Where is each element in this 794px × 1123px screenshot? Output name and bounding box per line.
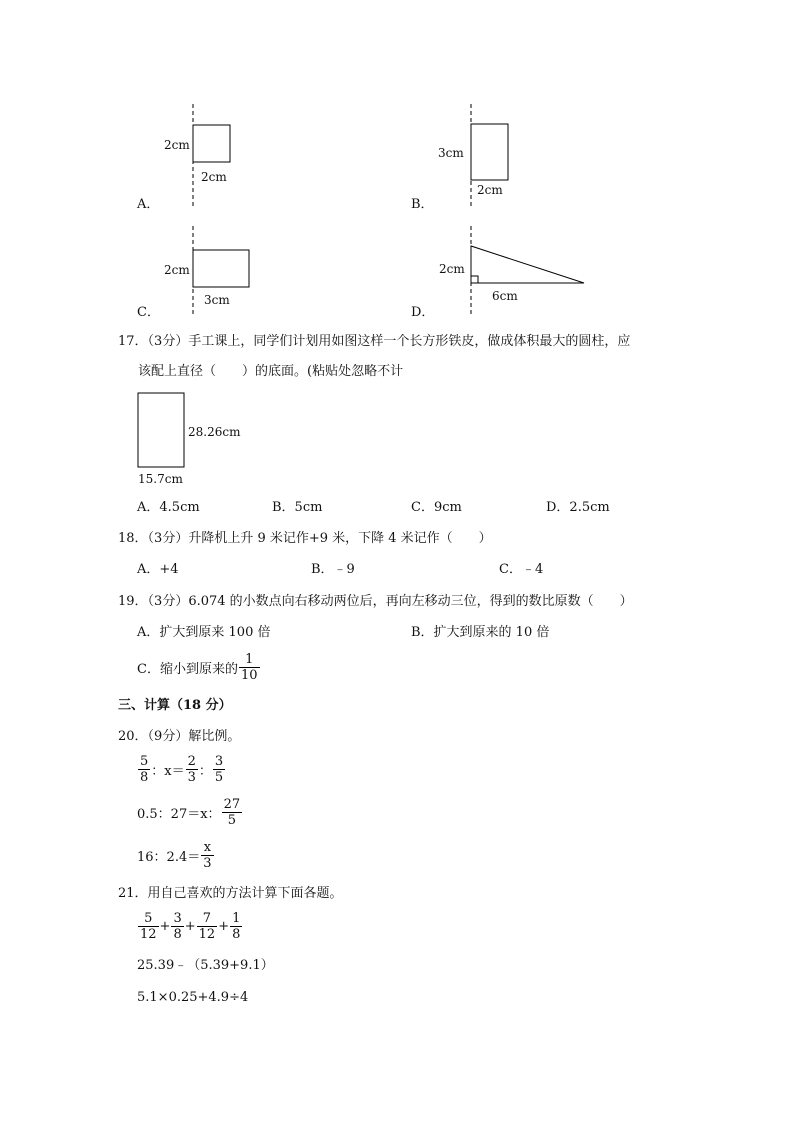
q19-option-c-label: C．缩小到原来的: [137, 662, 238, 677]
q17-figure-rectangle: [130, 388, 270, 488]
q18-stem: 18．（3分）升降机上升 9 米记作+9 米，下降 4 米记作（ ）: [118, 531, 492, 546]
figure-a-side-label: 2cm: [164, 138, 190, 152]
figure-a-base-label: 2cm: [201, 170, 227, 184]
q17-stem-line1: 17．（3分）手工课上，同学们计划用如图这样一个长方形铁皮，做成体积最大的圆柱，应: [118, 334, 631, 349]
option-letter[interactable]: A．: [137, 197, 160, 212]
figure-b-base-label: 2cm: [477, 183, 503, 197]
figure-d-base-label: 6cm: [492, 289, 518, 303]
q20-equation-3: 16：2.4＝ $\frac{x}{3}$: [137, 840, 212, 871]
q18-option-b[interactable]: B．﹣9: [311, 562, 355, 577]
q18-option-a[interactable]: A．+4: [137, 562, 179, 577]
q19-option-b[interactable]: B．扩大到原来的 10 倍: [411, 625, 550, 640]
q17-figure-width-label: 15.7cm: [138, 472, 183, 486]
fraction: $\frac{3}{8}$: [173, 911, 182, 942]
q21-expression-1: $\frac{5}{12}$ + $\frac{3}{8}$ + $\frac{7}{12}$ + $\frac{1}{8}$: [140, 911, 241, 942]
figure-c-side-label: 2cm: [164, 263, 190, 277]
figure-a-square: [130, 100, 270, 212]
fraction: $\frac{5}{12}$: [140, 911, 157, 942]
q18-option-c[interactable]: C．﹣4: [499, 562, 544, 577]
fraction: $\frac{7}{12}$: [198, 911, 216, 942]
q21-stem: 21．用自己喜欢的方法计算下面各题。: [118, 886, 343, 901]
figure-c-base-label: 3cm: [204, 293, 230, 307]
figure-d-triangle: [410, 222, 600, 322]
option-letter[interactable]: C．: [137, 305, 160, 320]
section-3-heading: 三、计算（18 分）: [118, 698, 232, 713]
q20-stem: 20．（9分）解比例。: [118, 729, 241, 744]
q21-expression-2: 25.39﹣（5.39+9.1）: [137, 958, 274, 973]
q17-figure-height-label: 28.26cm: [188, 425, 241, 439]
figure-d-side-label: 2cm: [439, 262, 465, 276]
fraction: $\frac{2}{3}$: [187, 754, 196, 785]
q20-equation-2: 0.5：27＝x： $\frac{27}{5}$: [137, 797, 241, 828]
q17-option-b[interactable]: B．5cm: [272, 500, 323, 515]
q19-option-a[interactable]: A．扩大到原来 100 倍: [137, 625, 271, 640]
option-letter[interactable]: D．: [411, 305, 435, 320]
q21-expression-3: 5.1×0.25+4.9÷4: [137, 990, 249, 1005]
q17-stem-line2: 该配上直径（ ）的底面。(粘贴处忽略不计: [138, 364, 404, 379]
fraction: $\frac{x}{3}$: [203, 840, 212, 871]
fraction: $\frac{27}{5}$: [223, 797, 241, 828]
q19-stem: 19．（3分）6.074 的小数点向右移动两位后，再向左移动三位，得到的数比原数（ ）: [118, 594, 633, 609]
q17-option-a[interactable]: A．4.5cm: [137, 500, 200, 515]
fraction: $\frac{5}{8}$: [140, 754, 149, 785]
fraction: $\frac{1}{10}$: [240, 652, 258, 683]
q17-option-c[interactable]: C．9cm: [411, 500, 462, 515]
q20-equation-1: $\frac{5}{8}$ ：x＝ $\frac{2}{3}$ ： $\frac{3}{5}$: [140, 754, 224, 785]
fraction: $\frac{1}{8}$: [232, 911, 241, 942]
figure-b-side-label: 3cm: [438, 146, 464, 160]
fraction: $\frac{3}{5}$: [214, 754, 224, 785]
figure-b-rectangle: [410, 100, 550, 212]
q19-option-c[interactable]: [137, 652, 261, 683]
option-letter[interactable]: B．: [411, 197, 434, 212]
q17-option-d[interactable]: D．2.5cm: [546, 500, 610, 515]
